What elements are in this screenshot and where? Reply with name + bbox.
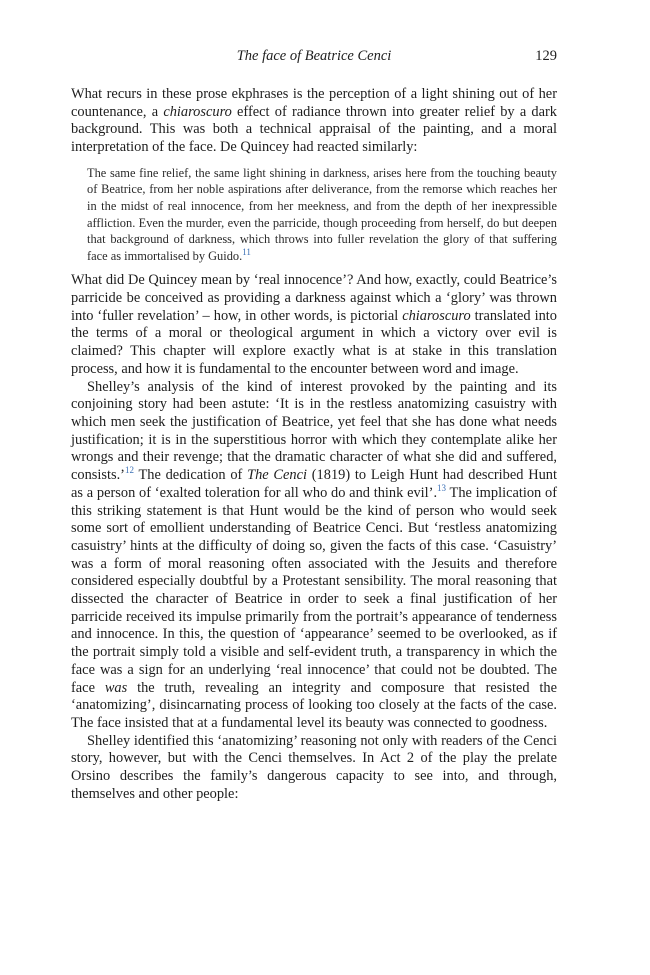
italic-term: chiaroscuro <box>402 307 471 324</box>
text-run: effect of radiance thrown into greater relief by a dark background. This was both a technical appraisal of the painting, and a moral interpretation of the face. De Quincey had reacted similarly: <box>71 103 558 156</box>
footnote-ref[interactable]: 13 <box>437 483 447 494</box>
footnote-ref[interactable]: 12 <box>124 465 134 476</box>
quote-text: The same fine relief, the same light shining in darkness, arises here from the touching beauty of Beatrice, from her noble aspirations after deliverance, from the remorse which reaches her in the midst of real innocence, from her meekness, and from the depth of her inexpressible affliction. Even the murder, even the parricide, though proceeding from herself, do but deepen that background of darkness, which throws into fuller revelation the glory of that suffering face as immortalised by Guido. <box>87 165 557 263</box>
text-run: translated into the terms of a moral or theological argument in which a victory over evil is claimed? This chapter will explore exactly what is at stake in this translation process, and how it is fundamental to the encounter between word and image. <box>71 307 557 377</box>
block-quote <box>87 165 557 265</box>
text-run: Shelley’s analysis of the kind of interest provoked by the painting and its conjoining story had been astute: ‘It is in the restless anatomizing casuistry with which men seek the justification of Beatrice, yet feel that she has done what needs justification; it is in the superstitious horror with which they contemplate alike her wrongs and their revenge; that the dramatic character of what she did and suffered, consists.’ <box>71 378 557 484</box>
running-title: The face of Beatrice Cenci <box>236 48 392 64</box>
main-text <box>71 86 557 803</box>
page-number: 129 <box>535 48 557 64</box>
paragraph-3 <box>71 379 557 733</box>
italic-emphasis: was <box>104 679 128 696</box>
paragraph-4: Shelley identified this ‘anatomizing’ reasoning not only with readers of the Cenci story, however, but with the Cenci themselves. In Act 2 of the play the prelate Orsino describes the family’s dangerous capacity to see into, and through, themselves and other people: <box>71 732 557 802</box>
text-run: The implication of this striking statement is that Hunt would be the kind of person who would seek some sort of emollient understanding of Beatrice Cenci. But ‘restless anatomizing casuistry’ hints at the difficulty of doing so, given the facts of this case. ‘Casuistry’ was a form of moral reasoning often associated with the Jesuits and therefore considered especially doubtful by a Protestant sensibility. The moral reasoning that dissected the character of Beatrice in order to seek a final justification of her parricide received its impulse primarily from the portrait’s appearance of tenderness and innocence. In this, the question of ‘appearance’ seemed to be overlooked, as if the portrait simply told a visible and self-evident truth, a transparency in which the face was a sign for an underlying ‘real innocence’ that could not be doubted. The face <box>71 484 557 696</box>
text-run: (1819) to Leigh Hunt had described Hunt as a person of ‘exalted toleration for all who do and think evil’. <box>71 467 557 501</box>
text-run: What recurs in these prose ekphrases is the perception of a light shining out of her countenance, a <box>71 86 557 120</box>
text-run: What did De Quincey mean by ‘real innocence’? And how, exactly, could Beatrice’s parricide be conceived as providing a darkness against which a ‘glory’ was thrown into ‘fuller revelation’ – how, in other words, is pictorial <box>71 272 557 324</box>
running-header <box>71 48 557 68</box>
footnote-ref[interactable]: 11 <box>242 246 251 257</box>
text-run: the truth, revealing an integrity and composure that resisted the ‘anatomizing’, disincarnating process of looking too closely at the facts of the case. The face insisted that at a fundamental level its beauty was connected to goodness. <box>71 679 557 731</box>
text-run: The dedication of <box>133 467 248 484</box>
italic-title: The Cenci <box>247 467 307 484</box>
italic-term: chiaroscuro <box>163 103 232 120</box>
paragraph-2 <box>71 272 557 378</box>
paragraph-1 <box>71 86 557 157</box>
